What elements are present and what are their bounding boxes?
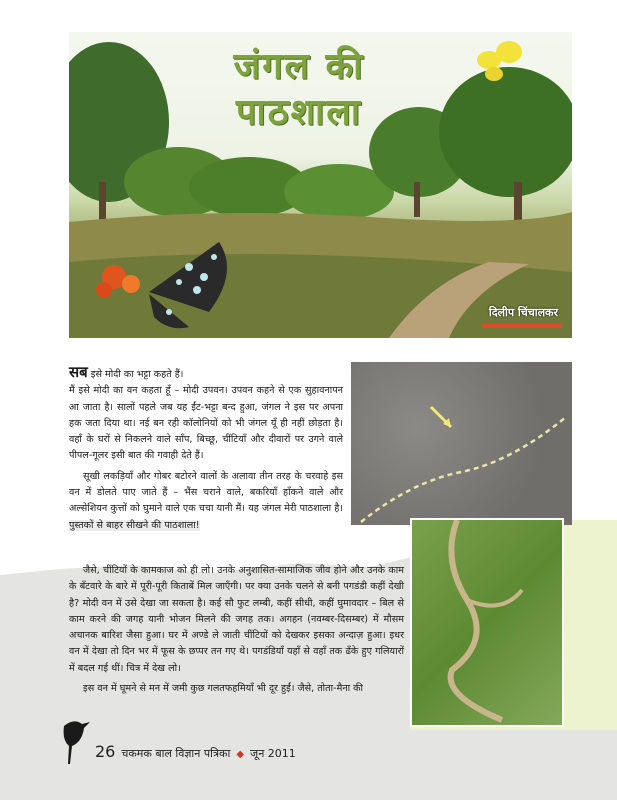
bird-logo-icon — [60, 716, 94, 770]
hero-photo — [69, 32, 572, 338]
title-line-2: पाठशाला — [235, 92, 363, 133]
drop-word: सब — [69, 363, 88, 381]
paragraph-4: इस वन में घूमने से मन में जमी कुछ गलतफहमियाँ भी दूर हुईं। जैसे, तोता-मैना की — [83, 683, 364, 695]
article-title — [189, 44, 409, 136]
article-column-bottom — [69, 563, 404, 697]
paragraph-3: जैसे, चींटियों के कामकाज को ही लो। उनके अनुशासित-सामाजिक जीव होने और उनके काम के बँटवारे के बारे में पूरी-पूरी किताबें मिल जाएँगी। पर क्या उनके चलने से बनी पगडंडी कहीं देखी है? मोदी वन में उसे देखा जा सकता है। कई सौ फुट लम्बी, कहीं सीधी, कहीं घुमावदार – बिल से काम करने की जगह यानी भोजन मिलने की जगह तक। अगहन (नवम्बर-दिसम्बर) में मौसम अचानक बारिश जैसा हुआ। घर में अण्डे ले जाती चींटियों को देखकर इसका अन्दाज़ हुआ। इधर वन में देखा तो दिन भर में फूस के छप्पर तन गए थे। पगडंडियाँ यहाँ से वहाँ तक ढँके हुए गलियारों में बदल गई थीं। चित्र में देख लो। — [69, 565, 404, 674]
author-credit: दिलीप चिंचालकर — [488, 306, 558, 319]
issue-date: जून 2011 — [250, 747, 296, 760]
article-column-top — [69, 364, 343, 534]
lead-paragraph — [69, 364, 343, 383]
paragraph-2-highlight: पुस्तकों से बाहर सीखने की पाठशाला! — [69, 519, 200, 531]
paragraph-2-text: सूखी लकड़ियाँ और गोबर बटोरने वालों के अलावा तीन तरह के चरवाहे इस वन में डोलते पाए जाते हैं – भैंस चराने वाले, बकरियाँ हाँकने वाले और अल्सेशियन कुत्तों को घुमाने वाले एक चचा यानी मैं। यह जंगल मेरी पाठशाला है। — [69, 470, 343, 515]
lead-sentence: इसे मोदी का भट्टा कहते हैं। — [87, 369, 184, 380]
ant-trail-photo — [351, 362, 572, 525]
paragraph-2 — [69, 469, 343, 534]
magazine-name: चकमक बाल विज्ञान पत्रिका — [121, 747, 231, 760]
title-line-1: जंगल की — [233, 46, 365, 87]
page-footer — [95, 742, 296, 761]
paragraph-1: मैं इसे मोदी का वन कहता हूँ – मोदी उपवन। उपवन कहने से एक सुहावनापन आ जाता है। सालों पहले जब यह ईंट-भट्टा बन्द हुआ, जंगल ने इस पर अपना हक जता दिया था। नई बन रही कॉलोनियों को भी जंगल यूँ ही नहीं छोड़ता है। वहाँ के घरों से निकलने वाले साँप, बिच्छू, चींटियाँ और दीवारों पर उगने वाले पीपल-गूलर इसी बात की गवाही देते हैं। — [69, 385, 343, 462]
diamond-icon: ◆ — [236, 749, 245, 760]
page-number: 26 — [95, 742, 116, 761]
covered-trail-photo — [410, 518, 564, 727]
author-underline — [482, 324, 562, 328]
